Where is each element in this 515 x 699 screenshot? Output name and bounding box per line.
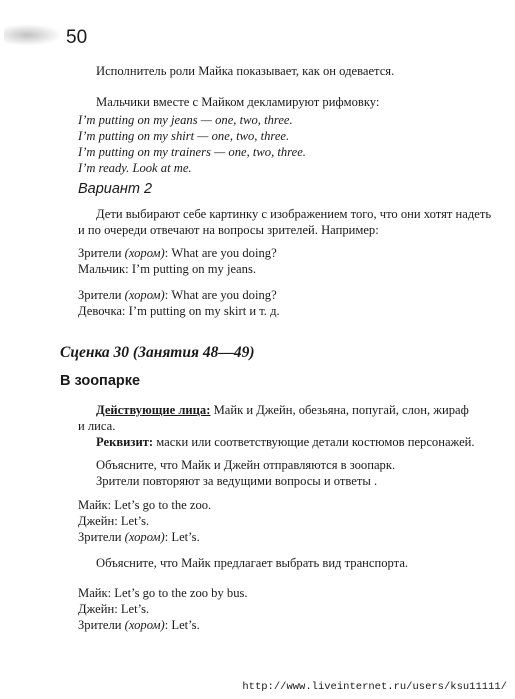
paragraph-explain-zoo: Объясните, что Майк и Джейн отправляются в зоопарк. Зрители повторяют за ведущими вопросы и ответы . <box>96 458 396 488</box>
paragraph-explain-transport: Объясните, что Майк предлагает выбрать вид транспорта. <box>96 556 409 570</box>
cast-label: Действующие лица: <box>96 403 211 417</box>
dialog-line: Майк: Let’s go to the zoo. <box>78 498 212 512</box>
dialog-line: Мальчик: I’m putting on my jeans. <box>78 262 256 276</box>
rhyme-line: I’m putting on my trainers — one, two, three. <box>78 145 306 159</box>
scan-smudge <box>4 24 62 46</box>
dialog-zoo <box>78 497 478 545</box>
dialog-line: Зрители (хором): What are you doing? <box>78 246 277 260</box>
dialog-bus <box>78 585 478 633</box>
dialog-line: Джейн: Let’s. <box>78 514 150 528</box>
section-title: В зоопарке <box>60 373 141 389</box>
page-number: 50 <box>66 27 88 48</box>
dialog-line: Джейн: Let’s. <box>78 602 150 616</box>
dialog-line: Девочка: I’m putting on my skirt и т. д. <box>78 304 280 318</box>
dialog-line: Зрители (хором): Let’s. <box>78 618 200 632</box>
rhyme-line: I’m putting on my jeans — one, two, three. <box>78 113 293 127</box>
paragraph-variant: Дети выбирают себе картинку с изображением того, что они хотят надеть и по очереди отвечают на вопросы зрителей. Например: <box>78 207 492 237</box>
paragraph-boys-recite: Мальчики вместе с Майком декламируют рифмовку: <box>96 95 380 109</box>
dialog-line: Зрители (хором): Let’s. <box>78 530 200 544</box>
dialog-skirt <box>78 287 478 319</box>
rhyme-line: I’m ready. Look at me. <box>78 161 192 175</box>
dialog-line: Майк: Let’s go to the zoo by bus. <box>78 586 248 600</box>
props-label: Реквизит: <box>96 435 154 449</box>
rhyme-block <box>78 112 478 176</box>
dialog-line: Зрители (хором): What are you doing? <box>78 288 277 302</box>
variant-heading: Вариант 2 <box>78 181 153 197</box>
rhyme-line: I’m putting on my shirt — one, two, three. <box>78 129 290 143</box>
dialog-jeans <box>78 245 478 277</box>
cast-props-block: Действующие лица: Майк и Джейн, обезьяна, попугай, слон, жираф и лиса. Реквизит: маски или соответствующие детали костюмов персонажей. <box>78 403 475 449</box>
footer-url-watermark: http://www.liveinternet.ru/users/ksu11111/ <box>242 681 507 693</box>
scene-title: Сценка 30 (Занятия 48—49) <box>60 344 255 361</box>
paragraph-mike-dresses: Исполнитель роли Майка показывает, как он одевается. <box>96 64 395 78</box>
